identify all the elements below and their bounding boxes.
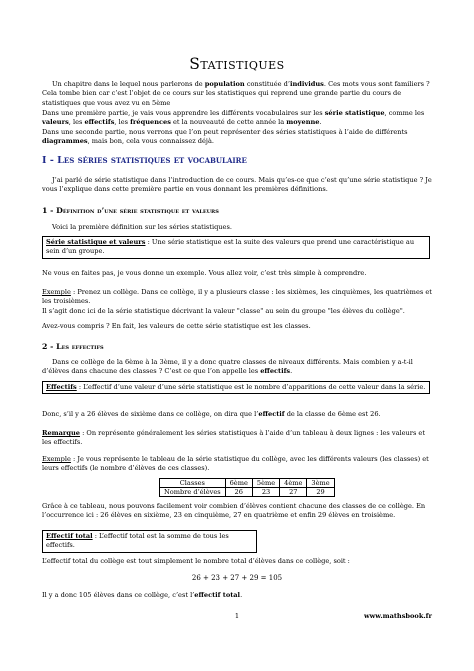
definition-box-effectifs [42, 381, 430, 394]
subsection-heading-1: 1 - Définition d’une série statistique et valeurs [42, 206, 219, 215]
sub2-paragraph-4: L’effectif total du collège est tout simplement le nombre total d’élèves dans ce collège, soit : [42, 557, 350, 565]
sub1-paragraph-2: Avez-vous compris ? En fait, les valeurs de cette série statistique est les classes. [42, 322, 311, 330]
table-cell: 29 [307, 488, 334, 497]
sub2-paragraph-5 [42, 591, 434, 600]
table-cell: Nombre d’élèves [160, 488, 226, 497]
section-heading-1: I - Les séries statistiques et vocabulaire [42, 155, 247, 166]
text: , les [68, 118, 85, 127]
definition-label: Effectifs [46, 383, 77, 391]
text: de la classe de 6ème est 26. [284, 410, 381, 418]
text: . Ces mots vous sont familiers ? Cela tombe bien car c’est l’objet de ce cours sur les statistiques qui reprend une grande partie du cours de statistiques que vous avez vu en 5ème [42, 80, 430, 107]
intro-paragraph-1 [42, 80, 434, 108]
definition-box-effectif-total [42, 530, 257, 553]
sub2-paragraph-2 [42, 410, 434, 419]
table-cell: 4ème [280, 479, 307, 488]
table-cell: 5ème [252, 479, 279, 488]
bold-term: effectifs [84, 118, 115, 127]
bold-term: effectif total [194, 591, 241, 599]
table-cell: 6ème [225, 479, 252, 488]
sub2-paragraph-3: Grâce à ce tableau, nous pouvons facilement voir combien d’élèves contient chacune des classes de ce collège. En l’occurrence ici : 26 élèves en sixième, 23 en cinquième, 27 en quatrième et enfin 29 élèves en troisième. [42, 502, 426, 520]
bold-term: diagrammes [42, 137, 88, 146]
bold-term: fréquences [130, 118, 171, 127]
sub1-paragraph-1: Ne vous en faites pas, je vous donne un exemple. Vous allez voir, c’est très simple à comprendre. [42, 269, 367, 277]
table-cell: Classes [160, 479, 226, 488]
definition-text: : L’effectif total est la somme de tous les effectifs. [46, 532, 229, 550]
text: , les [114, 118, 131, 127]
text: constituée d’ [244, 80, 290, 88]
definition-label: Série statistique et valeurs [46, 238, 146, 246]
bold-term: moyenne [286, 118, 320, 127]
effectifs-table [159, 478, 335, 497]
remark-text: : On représente généralement les séries statistiques à l’aide d’un tableau à deux lignes : les valeurs et les effectifs. [42, 429, 425, 447]
text: . [290, 367, 293, 376]
definition-text: : L’effectif d’une valeur d’une série statistique est le nombre d’apparitions de cette valeur dans la série. [76, 383, 426, 391]
text: Donc, s’il y a 26 élèves de sixième dans ce collège, on dira que l’ [42, 410, 259, 418]
table-row [160, 479, 335, 488]
equation: 26 + 23 + 27 + 29 = 105 [191, 574, 283, 582]
text: , mais bon, cela vous connaissez déjà. [87, 137, 214, 146]
table-cell: 27 [280, 488, 307, 497]
section1-intro: J’ai parlé de série statistique dans l’introduction de ce cours. Mais qu’es-ce que c’est qu’une série statistique ? Je vous l’explique dans cette première partie en vous donnant les premières définitions. [42, 176, 432, 194]
text: Il y a donc 105 élèves dans ce collège, c’est l’ [42, 591, 195, 599]
example-text: : Je vous représente le tableau de la série statistique du collège, avec les différents valeurs (les classes) et leurs effectifs (le nombre d’élèves de ces classes). [42, 455, 429, 473]
table-row [160, 488, 335, 497]
remark-label: Remarque [42, 429, 80, 437]
sub1-intro: Voici la première définition sur les séries statistiques. [52, 223, 232, 231]
page-title: Statistiques [189, 55, 285, 73]
footer-site-link[interactable]: www.mathsbook.fr [363, 612, 432, 620]
sub2-remark [42, 429, 434, 448]
bold-term: série statistique [324, 109, 385, 117]
text: Dans une seconde partie, nous verrons que l’on peut représenter des séries statistiques à l’aide de différents [42, 128, 408, 136]
bold-term: valeurs [42, 118, 69, 127]
text: . [319, 118, 322, 127]
intro-paragraph-2 [42, 109, 434, 128]
sub2-example [42, 455, 434, 474]
sub1-example [42, 288, 434, 316]
definition-box-serie [42, 236, 430, 259]
example-label: Exemple [42, 288, 71, 296]
bold-term: effectif [258, 410, 285, 418]
text: , comme les [384, 109, 425, 117]
text: . [240, 591, 243, 599]
text: et la nouveauté de cette année la [170, 118, 287, 127]
bold-term: population [204, 80, 245, 88]
text: Dans ce collège de la 6ème à la 3ème, il y a donc quatre classes de niveaux différents. Mais combien y a-t-il d’élèves dans chacune des classes ? C’est ce que l’on appelle les [42, 358, 413, 376]
bold-term: effectifs [260, 367, 291, 376]
table-cell: 23 [252, 488, 279, 497]
example-text: : Prenez un collège. Dans ce collège, il y a plusieurs classe : les sixièmes, les cinquièmes, les quatrièmes et les troisièmes. [42, 288, 432, 306]
text: Un chapitre dans le lequel nous parlerons de [52, 80, 205, 88]
sub2-paragraph-1 [42, 358, 434, 377]
definition-text: : Une série statistique est la suite des valeurs que prend une caractéristique au sein d’un groupe. [46, 238, 415, 256]
example-text-2: Il s’agit donc ici de la série statistique décrivant la valeur "classe" au sein du groupe "les élèves du collège". [42, 306, 405, 315]
definition-label: Effectif total [46, 532, 93, 540]
example-label: Exemple [42, 455, 71, 463]
table-cell: 3ème [307, 479, 334, 488]
table-cell: 26 [225, 488, 252, 497]
subsection-heading-2: 2 - Les effectifs [42, 342, 104, 351]
intro-paragraph-3 [42, 128, 434, 147]
page-number: 1 [234, 612, 240, 620]
text: Dans une première partie, je vais vous apprendre les différents vocabulaires sur les [42, 109, 325, 117]
bold-term: individus [290, 80, 324, 88]
